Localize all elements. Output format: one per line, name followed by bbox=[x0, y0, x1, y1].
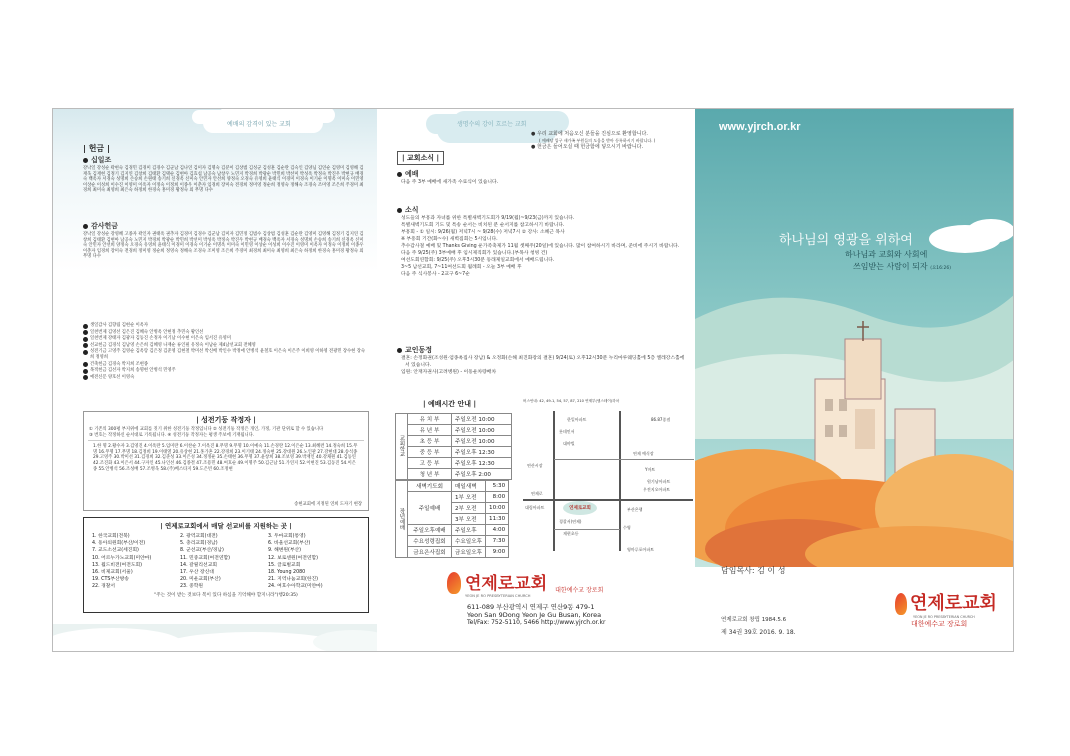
church-address-ko: 611-089 부산광역시 연제구 연산9동 479-1 bbox=[467, 603, 595, 611]
offering-title: | 헌금 | bbox=[83, 144, 110, 153]
map-church-label: 연제로교회 bbox=[569, 506, 591, 511]
mission-item: 18. Young 2080 bbox=[268, 570, 306, 576]
welcome-notice: ● 우리 교회에 처음오신 분들을 진심으로 환영합니다. ( 예배당 입구 새가족 부원들의 도움을 받아 등록하시기 바랍니다. ) ● 헌금은 들어오실 때 헌금함에 넣으시기 바랍니다. bbox=[531, 131, 691, 151]
dept-time: 주일오전 10:00 bbox=[452, 436, 512, 447]
service-time: 4:00 bbox=[486, 525, 509, 536]
mission-item: 23. 중학원 bbox=[180, 584, 204, 590]
offering-item-text: 성전기금 고영주 김영순 김옥랑 김은정 김준영 김현철 박미선 박신배 박인수 박정애 안병석 윤철호 이은숙 이은주 이희영 이하영 전광민 장수현 장숙희 정영희 bbox=[90, 349, 365, 360]
bullet-icon bbox=[83, 343, 88, 348]
cover-slogan-ref: (요16:26) bbox=[930, 266, 952, 271]
bullet-icon bbox=[83, 350, 88, 355]
dept-time: 주일오전 10:00 bbox=[452, 414, 512, 425]
schedule-row bbox=[396, 425, 512, 436]
dawn-day: 매일새벽 bbox=[452, 481, 486, 492]
mission-item: 21. 지역나눔교회(한진) bbox=[268, 577, 318, 583]
dept-time: 주일오전 10:00 bbox=[452, 425, 512, 436]
dept-name: 고 등 부 bbox=[408, 458, 452, 469]
dawn-time: 5:30 bbox=[486, 481, 509, 492]
service-day: 금요일오후 bbox=[452, 547, 486, 558]
schedule-row bbox=[396, 447, 512, 458]
welcome-line-2: ( 예배당 입구 새가족 부원들의 도움을 받아 등록하시기 바랍니다. ) bbox=[539, 138, 656, 143]
map-yeonje-road: 연제로 bbox=[531, 491, 543, 496]
mission-item: 14. 갈릴리선교회 bbox=[180, 562, 217, 568]
welcome-line-3: 헌금은 들어오실 때 헌금함에 넣으시기 바랍니다. bbox=[536, 143, 644, 150]
building-footer: 송현교회에 지정된 연희 도자기 현장 bbox=[294, 502, 362, 508]
church-map bbox=[523, 399, 693, 555]
building-title: | 성전기둥 작정자 | bbox=[196, 416, 256, 424]
offering-item bbox=[83, 375, 365, 381]
cover-logo-name: 연제로교회 bbox=[910, 593, 997, 614]
schedule-row bbox=[396, 525, 509, 536]
church-logo-icon bbox=[447, 572, 461, 594]
cover-panel bbox=[695, 109, 1014, 652]
mission-item: 3. 두마교회(통영) bbox=[268, 534, 306, 539]
map-hanil-apt: 한일아파트 bbox=[567, 417, 587, 422]
dept-time: 주일오후 12:30 bbox=[452, 458, 512, 469]
offering-item bbox=[83, 362, 365, 368]
dept-name: 중 등 부 bbox=[408, 447, 452, 458]
notice-item: 성도들의 부흥과 자녀를 위한 특별새벽기도회가 9/19(월)~9/23(금)까지 있습니다. bbox=[401, 216, 575, 221]
church-logo-english: YEON JE RO PRESBYTERIAN CHURCH bbox=[465, 594, 531, 598]
people-item: 결혼: 손정화권(조성원·엄종옥집사 장남) & 오정화(손해 최진화장의 결혼) 9/24(토) 오후12시30분 누리마루웨딩홀에 5층 엘레강스홀에서 있습니다. bbox=[401, 356, 685, 368]
mission-item: 24. 여호수아학교(미얀마) bbox=[268, 584, 323, 590]
notice-item: 다음 주 식사봉사 - 2교구 6~7순 bbox=[401, 272, 470, 277]
schedule-row bbox=[396, 547, 509, 558]
notice-item: 여선도회연합회: 9/25(주) 오후3시30분 동래제일교회에서 예배드립니다. bbox=[401, 258, 555, 263]
bulletin-issue: 제 34권 39호 2016. 9. 18. bbox=[721, 629, 796, 636]
mission-verse: "주는 것이 받는 것보다 복이 있다 하심을 기억해야 할지니라"(행20:35) bbox=[154, 592, 298, 598]
offering-item bbox=[83, 336, 365, 342]
offering-item bbox=[83, 330, 365, 336]
schedule-row bbox=[396, 469, 512, 480]
tithe-section bbox=[83, 155, 365, 194]
tithe-names: 강낙일 강성순 곽현숙 김경민 김경미 김경수 김군남 김나연 김미자 김명숙 김분이 김상범 김성군 김성훈 김순란 김숙인 김양님 김연순 김영미 김영해 김재욱 김재현 김정기 김지연 김창희 김태환 김택순 김현아 김효섭 남공숙 남창우 노민지 박경희 박광순 박민희 박선미 박성옥 박정숙 박진우 박현규 배경숙 백옥자 서경숙 성명희 손승희 손원태 송기희 신경옥 신미숙 안민자 안선희 양정숙 오경숙 유영희 윤태식 이경미 이경숙 이기순 이명옥 이미숙 이민영 이상순 이성희 이수진 이영미 이옥자 이정숙 이정희 이종우 이춘자 임경희 장미숙 전경희 정미영 정순희 정영숙 정해숙 조경숙 조미영 조은희 주경미 최경희 최미숙 최영희 최은숙 하정희 한경숙 홍미경 황정숙 외 무명 다수 bbox=[83, 166, 364, 194]
map-wongi-apt: 원기남아파트 bbox=[647, 479, 671, 484]
offering-item bbox=[83, 343, 365, 349]
panel2-banner: 생명수의 강이 흐르는 교회 bbox=[457, 121, 527, 128]
mission-support-box bbox=[83, 517, 369, 613]
bullet-icon bbox=[83, 369, 88, 374]
map-lotte: 롯데인서 bbox=[559, 429, 575, 434]
mission-item: 13. 월드비전(여전도회) bbox=[92, 562, 142, 568]
schedule-row bbox=[396, 481, 509, 492]
thanks-title: 감사헌금 bbox=[91, 222, 119, 230]
people-heading: 교인동정 bbox=[405, 346, 433, 354]
service-name: 주일오후예배 bbox=[408, 525, 452, 536]
cover-logo-english: YEON JE RO PRESBYTERIAN CHURCH bbox=[913, 615, 975, 619]
worship-news-item: 다음 주 3부 예배에 새가족 수료식이 있습니다. bbox=[401, 180, 499, 185]
schedule-row bbox=[396, 458, 512, 469]
offering-item-text: 일천번제 김영선 김은진 김혜숙 안병옥 안현정 추민숙 황인선 bbox=[90, 329, 204, 335]
news-title: | 교회소식 | bbox=[397, 151, 444, 165]
panel1-banner: 예배의 감격이 있는 교회 bbox=[227, 121, 291, 128]
service-day: 수요일오후 bbox=[452, 536, 486, 547]
map-daeya: 대야빌 bbox=[563, 441, 575, 446]
schedule-row bbox=[396, 536, 509, 547]
service-time: 8:00 bbox=[486, 492, 509, 503]
notice-item: ※ 부흥회 기간(화~수) 새벽집회는 5시입니다. bbox=[401, 237, 498, 242]
dept-name: 청 년 부 bbox=[408, 469, 452, 480]
dept-name: 유 년 부 bbox=[408, 425, 452, 436]
mission-list bbox=[84, 530, 368, 591]
map-wedding-hall: 연제 예식장 bbox=[633, 451, 654, 456]
tithe-title: 십일조 bbox=[91, 156, 112, 164]
offering-item bbox=[83, 368, 365, 374]
bullet-icon bbox=[83, 324, 88, 329]
clouds-illustration bbox=[53, 614, 377, 652]
service-time: 9:00 bbox=[486, 547, 509, 558]
notice-heading: 소식 bbox=[405, 206, 419, 214]
offering-item-text: 건축헌금 김경숙 박지희 조현종 bbox=[90, 361, 149, 367]
other-offerings-list bbox=[83, 323, 365, 381]
building-pillar-box bbox=[83, 411, 369, 511]
mission-item: 12. 보로센원(여전연합) bbox=[268, 555, 318, 561]
mission-item: 7. 교도소선교(세진회) bbox=[92, 548, 139, 554]
mission-item: 8. 군선교(부산/경남) bbox=[180, 548, 224, 554]
offering-item-text: 생일감사 김향림 김현순 이옥자 bbox=[90, 323, 149, 328]
church-contact: Tel/Fax: 752-5110, 5466 http://www.yjrch.or.kr bbox=[467, 619, 606, 626]
bullet-icon bbox=[83, 158, 88, 163]
service-name: 수요성령집회 bbox=[408, 536, 452, 547]
cover-logo bbox=[895, 589, 1011, 629]
bullet-icon bbox=[397, 172, 402, 177]
mission-item: 22. 경찰서 bbox=[92, 584, 116, 590]
map-suyeong: 수영 bbox=[623, 525, 631, 530]
main-worship-label: 주일예배 bbox=[408, 492, 452, 525]
notice-item: 부흥회 - ① 일시: 9/26(월) 저녁7시 ~ 9/28(수) 저녁7시 ② 강사: 소혜근 목사 bbox=[401, 230, 565, 235]
service-name: 금요은사집회 bbox=[408, 547, 452, 558]
dept-time: 주일오후 12:30 bbox=[452, 447, 512, 458]
thanks-section bbox=[83, 221, 365, 260]
mission-item: 11. 민중교회(여전연합) bbox=[180, 555, 230, 561]
senior-pastor: 담임목사: 김 이 성 bbox=[721, 566, 786, 575]
people-item: 입원: 안재자권사(고려병원) - 이동운차량배차 bbox=[401, 370, 497, 375]
adult-label: 장년예배 bbox=[396, 481, 408, 558]
news-panel bbox=[377, 109, 695, 652]
cover-denomination: 대한예수교 장로회 bbox=[911, 620, 968, 628]
dept-time: 주일오후 2:00 bbox=[452, 469, 512, 480]
map-church-marker bbox=[563, 501, 597, 515]
service-name: 1부 오전 bbox=[452, 492, 486, 503]
notice-item: 추수감사절 예배 및 Thanks Giving 운가족축제가 11월 셋째주(20일)에 있습니다. 많이 참여하시기 바라며, 준비에 주시기 바랍니다. bbox=[401, 244, 680, 249]
bullet-icon bbox=[83, 330, 88, 335]
church-denomination: 대한예수교 장로회 bbox=[555, 587, 604, 594]
service-time: 11:30 bbox=[486, 514, 509, 525]
people-news bbox=[397, 345, 687, 376]
notice-item: 다음 주 9/25(주) 3부예배 후 임시제직회가 있습니다.(부목사 청빙 건) bbox=[401, 251, 548, 256]
building-note-1: ① 기존의 300평 부지위에 교회를 짓기 위한 성전기둥 작정입니다 ② 성전기둥 작정은 개인, 가정, 기관 단위로 할 수 있습니다 bbox=[89, 427, 324, 432]
church-logo-icon bbox=[895, 593, 907, 615]
mission-item: 10. 어르누가노교회(미얀마) bbox=[92, 555, 152, 561]
mission-item: 9. 해변원(부산) bbox=[268, 548, 302, 554]
service-day: 주일오후 bbox=[452, 525, 486, 536]
service-name: 3부 오전 bbox=[452, 514, 486, 525]
map-sunjeon-apt: 우전지오아파트 bbox=[643, 487, 671, 492]
map-police: 경찰서(연제) bbox=[559, 519, 582, 524]
offering-item bbox=[83, 349, 365, 360]
church-website-url[interactable]: www.yjrch.or.kr bbox=[719, 121, 801, 133]
bullet-icon bbox=[397, 348, 402, 353]
service-name: 2부 오전 bbox=[452, 503, 486, 514]
bullet-icon bbox=[83, 224, 88, 229]
mission-item: 17. 우산 장신대 bbox=[180, 570, 214, 576]
mission-item: 4. 동아의원회(부산/이전) bbox=[92, 541, 146, 547]
mission-item: 6. 바울선교회(부산) bbox=[268, 541, 311, 547]
worship-news bbox=[397, 169, 687, 186]
schedule-title: | 예배시간 안내 | bbox=[423, 400, 476, 408]
map-school: 재현초등 bbox=[563, 531, 579, 536]
mission-item: 16. 비제교회(서울) bbox=[92, 570, 133, 576]
map-yeongdong-apt: 영마루포아파트 bbox=[627, 547, 655, 552]
offering-item-text: 목적헌금 김선자 박지희 송명현 안병석 민영주 bbox=[90, 368, 176, 374]
bulletin-sheet bbox=[52, 108, 1014, 652]
dept-name: 유 치 부 bbox=[408, 414, 452, 425]
notice-item: 3~5 남선교회, 7~11여선도회 월례회 - 오늘 3부 예배 후 bbox=[401, 265, 522, 270]
church-logo-name: 연제로교회 bbox=[465, 574, 548, 594]
offering-item bbox=[83, 323, 365, 329]
worship-schedule-table bbox=[395, 413, 512, 480]
schedule-row bbox=[396, 436, 512, 447]
building-list: 1.한 명 2.황수자 3.김영진 4.이옥란 5.임미란 6.이찬순 7.이옥진 8.무명 9.무명 10.이예숙 11.손경란 12.이은순 13.최혜련 14.정숙희 15.무명 16.무명 17.무명 18.김정희 19.이태열 20.유상현 21.홍가흔 22.강경희 23.이기태 24.정숙현 25.강대원 26.노인관 27.강현대 28.송석종 29.고영주 30.박미선 31.김경희 32.김준성 33.이은성 34.정정운 35.손태현 36.무명 37.윤창희 38.조보영 39.박재인 40.강채원 41.김동연 42.조진화 43.이은서 44.구자인 45.나인선 46.김종결 47.조용민 48.여호순 49.이명주 50.김근남 51.가연지 52.이현진 53.김동진 54.이은종 55.안병석 56.조성배 57.조병욱 58.(주)베스타지 59.도은빈 60.조정현 bbox=[88, 440, 364, 472]
schedule-row bbox=[396, 414, 512, 425]
church-founded: 연제로교회 창립 1984.5.6 bbox=[721, 617, 787, 623]
building-note-2: ③ 번호는 작정하신 순서대로 기록됩니다. ④ 성전기둥 작정자는 평생 주보에 기재됩니다. bbox=[89, 432, 255, 438]
bullet-icon bbox=[83, 362, 88, 367]
church-info-block bbox=[447, 569, 687, 626]
service-time: 10:00 bbox=[486, 503, 509, 514]
map-bus-terminal: 86.87종점 bbox=[651, 417, 671, 422]
service-time: 7:30 bbox=[486, 536, 509, 547]
offering-item-text: 선교헌금 김경석 김남영 손은희 김혜영 나재순 류인필 유정숙 이남순 제4남선교회 전혜영 bbox=[90, 342, 256, 348]
notice-news bbox=[397, 205, 687, 278]
mission-item: 1. 한국교회(전북) bbox=[92, 534, 130, 539]
mission-item: 20. 미운교회(부산) bbox=[180, 577, 221, 583]
dawn-name: 새벽기도회 bbox=[408, 481, 452, 492]
school-label: 교회학교 bbox=[396, 414, 408, 480]
offering-item-text: 일천번제 강태자 김광자 김동진 손정자 이기남 이수현 이은숙 임서진 유영미 bbox=[90, 336, 231, 342]
welcome-line-1: 우리 교회에 처음오신 분들을 진심으로 환영합니다. bbox=[536, 131, 648, 137]
offering-panel bbox=[53, 109, 377, 652]
cover-slogan-line2: 하나님과 교회와 사회에 bbox=[845, 250, 928, 259]
map-market: 연산시장 bbox=[527, 463, 543, 468]
map-daerim-apt: 대림아파트 bbox=[525, 505, 545, 510]
map-ymart: Y마트 bbox=[645, 467, 656, 472]
cover-slogan-line3: 쓰임받는 사람이 되자 bbox=[853, 262, 928, 271]
bullet-icon bbox=[83, 375, 88, 380]
mission-item: 15. 글로벌교회 bbox=[268, 562, 301, 568]
thanks-names: 강낙일 강성순 강영혜 고종자 곽인자 권태옥 권추자 김경미 김경수 김군남 김미자 김민정 김범수 김상범 김성훈 김순란 김영미 김영해 김정기 김지연 김창희 김태환 김현아 남공숙 노민지 박경희 박광순 박민희 박선미 박성옥 박정숙 박진우 박현규 배경숙 백옥자 서경숙 성명희 손승희 송기희 신경옥 신미숙 안민자 안선희 양정숙 오경숙 유영희 윤태식 이경미 이경숙 이기순 이명옥 이미숙 이민영 이상순 이성희 이수진 이영미 이옥자 이정숙 이정희 이종우 이춘자 임경희 장미숙 전경희 정미영 정순희 정영숙 정해숙 조경숙 조미영 조은희 주경미 최경희 최미숙 최영희 최은숙 하정희 한경숙 홍미경 황정숙 외 무명 다수 bbox=[83, 232, 364, 260]
worship-news-heading: 예배 bbox=[405, 170, 419, 178]
map-busan-bank: 부산은행 bbox=[627, 507, 643, 512]
notice-item: 특별새벽기도회 기도 및 특송 순서는 비치된 분 순서지를 참고하시기 바랍니다. bbox=[401, 223, 565, 228]
schedule-row bbox=[396, 492, 509, 503]
cover-slogan-main: 하나님의 영광을 위하여 bbox=[779, 233, 913, 248]
map-bus-info: 버스안내: 42, 49-1, 54, 57, 87, 210 연제부(엠스테이)하차 bbox=[523, 399, 620, 403]
offering-item-text: 예전신문 양호선 이영숙 bbox=[90, 374, 135, 380]
mission-title: | 연제로교회에서 매달 선교비를 지원하는 곳 | bbox=[160, 522, 292, 530]
bullet-icon bbox=[83, 337, 88, 342]
dept-name: 초 등 부 bbox=[408, 436, 452, 447]
mission-item: 5. 충리교회(경남) bbox=[180, 541, 218, 547]
adult-schedule-table bbox=[395, 480, 509, 558]
church-address-en: Yeon San 9Dong Yeon Je Gu Busan, Korea bbox=[467, 611, 602, 619]
bullet-icon bbox=[397, 208, 402, 213]
mission-item: 2. 광역교회(대전) bbox=[180, 534, 218, 539]
mission-item: 19. CTS부산방송 bbox=[92, 577, 130, 583]
